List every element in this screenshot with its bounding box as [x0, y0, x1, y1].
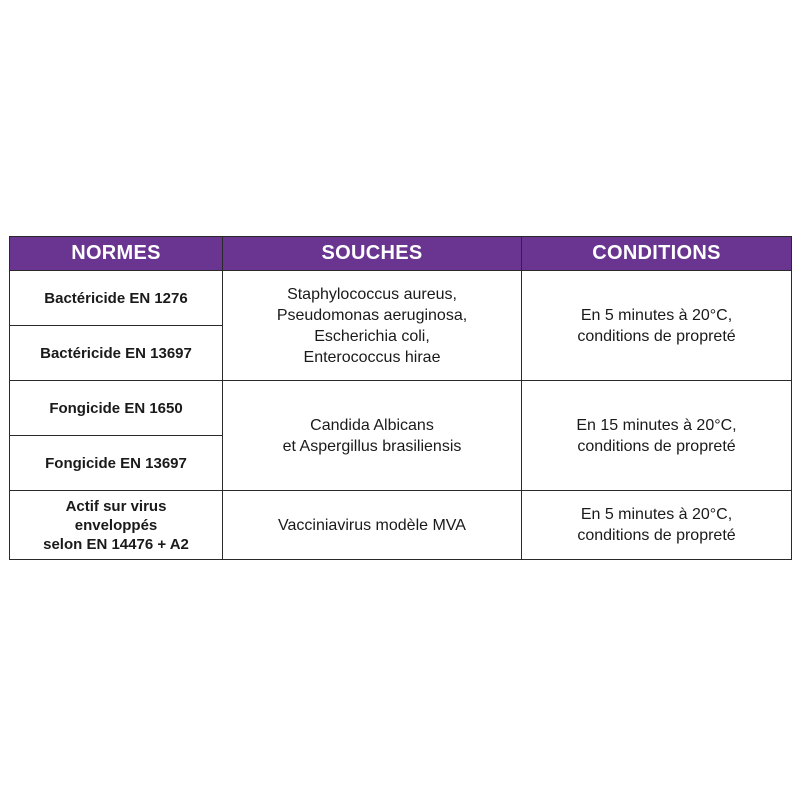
norme-line: enveloppés [74, 516, 158, 534]
norme-cell: Fongicide EN 1650 [10, 381, 223, 436]
header-conditions: CONDITIONS [522, 237, 792, 271]
table-row [10, 491, 792, 560]
souche-line: Staphylococcus aureus, [287, 285, 457, 303]
souche-line: Vacciniavirus modèle MVA [278, 516, 466, 534]
souche-line: Pseudomonas aeruginosa, [276, 306, 468, 324]
condition-cell-bacteria [522, 271, 792, 381]
condition-line: En 15 minutes à 20°C, [576, 416, 737, 434]
norme-cell: Bactéricide EN 1276 [10, 271, 223, 326]
condition-line: conditions de propreté [577, 527, 736, 544]
condition-cell-fungi [522, 381, 792, 491]
souche-cell-virus [223, 491, 522, 560]
norme-line: Actif sur virus [65, 497, 167, 515]
souche-cell-bacteria [223, 271, 522, 381]
condition-cell-virus [522, 491, 792, 560]
norme-cell: Bactéricide EN 13697 [10, 326, 223, 381]
header-row [10, 237, 792, 271]
souche-line: et Aspergillus brasiliensis [282, 437, 462, 455]
table-row [10, 381, 792, 436]
table-row [10, 271, 792, 326]
norme-cell-virus [10, 491, 223, 560]
souche-cell-fungi [223, 381, 522, 491]
norme-cell: Fongicide EN 13697 [10, 436, 223, 491]
condition-line: conditions de propreté [577, 437, 736, 455]
header-normes: NORMES [10, 237, 223, 271]
norms-table [9, 236, 792, 560]
souche-line: Candida Albicans [310, 416, 434, 434]
condition-line: En 5 minutes à 20°C, [580, 306, 733, 324]
souche-line: Escherichia coli, [314, 327, 430, 345]
condition-line: En 5 minutes à 20°C, [580, 506, 733, 523]
header-souches: SOUCHES [223, 237, 522, 271]
norme-line: selon EN 14476 + A2 [43, 535, 189, 553]
souche-line: Enterococcus hirae [303, 348, 441, 366]
condition-line: conditions de propreté [577, 327, 736, 345]
